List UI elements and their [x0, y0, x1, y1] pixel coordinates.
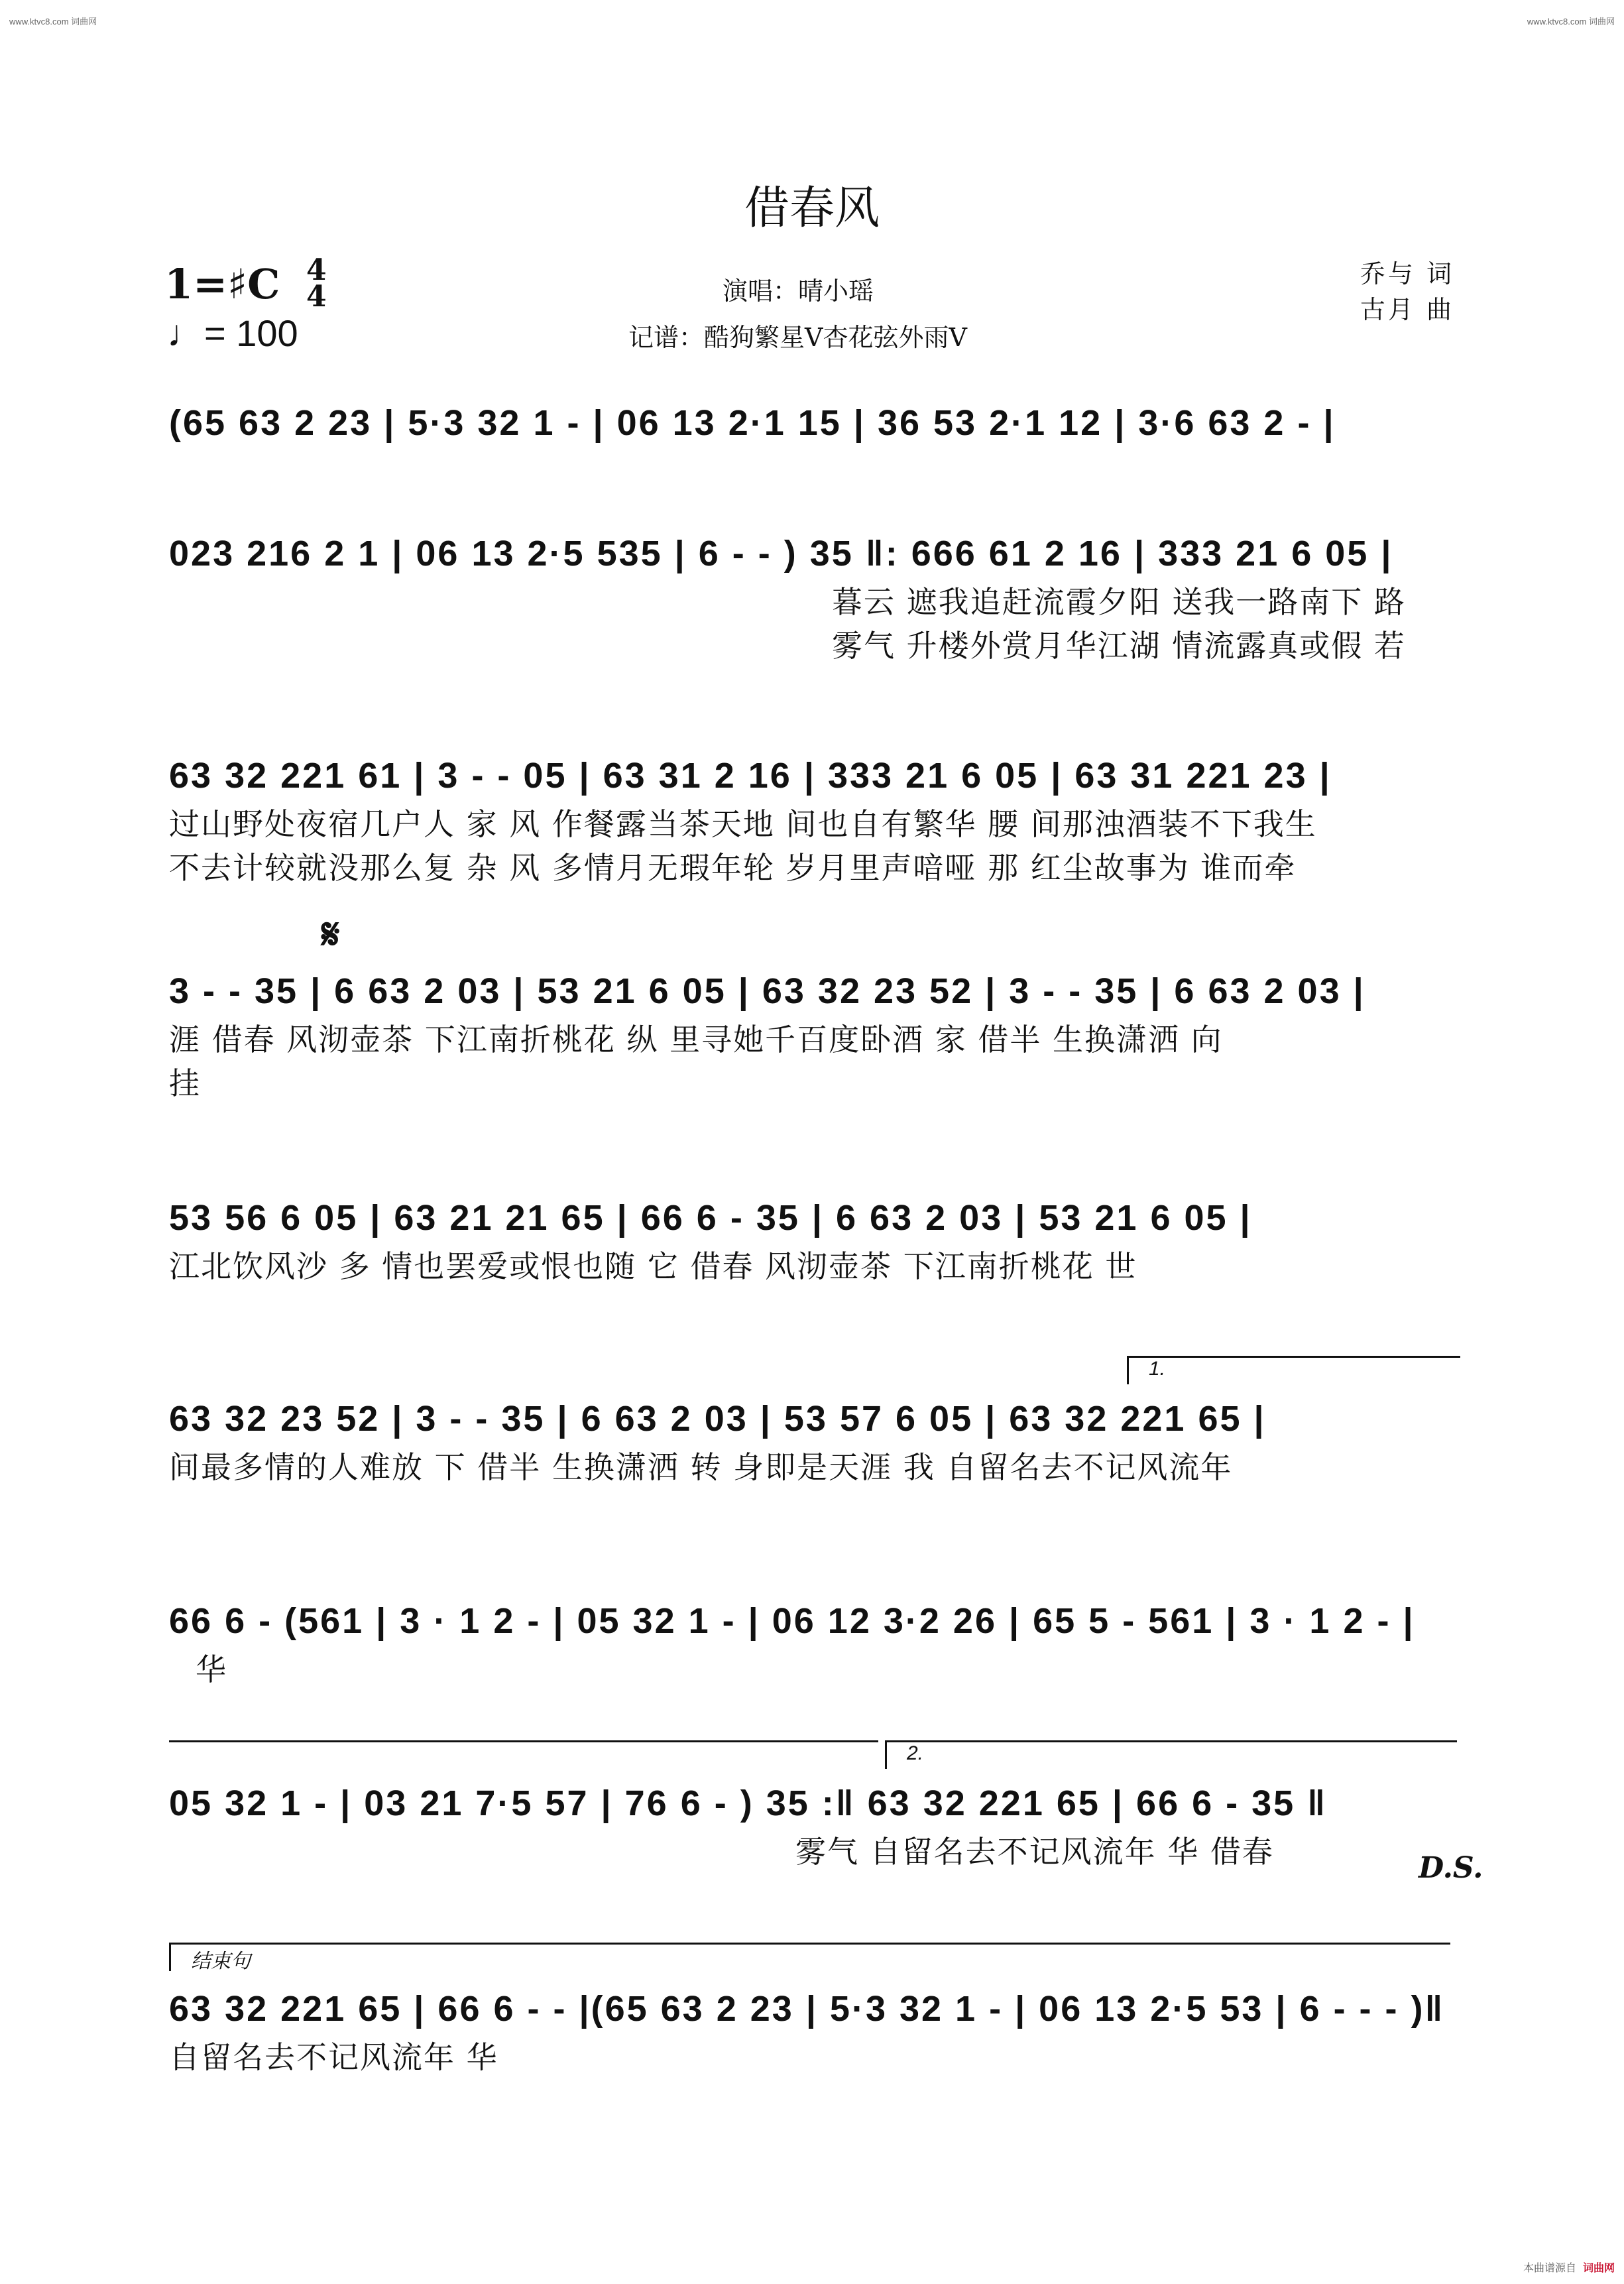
- notation-line: (65 63 2 23 | 5·3 32 1 - | 06 13 2·1 15 | 36 53 2·1 12 | 3·6 63 2 - |: [169, 403, 1336, 443]
- key-signature: 1=♯C: [164, 260, 280, 308]
- volta-bracket-2: [885, 1740, 1457, 1769]
- transcriber-credit: 记谱：酷狗繁星V杏花弦外雨V: [628, 323, 967, 352]
- singer-credit: 演唱：晴小瑶: [723, 276, 874, 306]
- notation-line: 66 6 - (561 | 3 · 1 2 - | 05 32 1 - | 06 12 3·2 26 | 65 5 - 561 | 3 · 1 2 - |: [169, 1601, 1415, 1641]
- score-system-6: [169, 1392, 1462, 1489]
- dal-segno-mark: D.S.: [1419, 1851, 1483, 1885]
- site-mark-right: www.ktvc8.com 词曲网: [1527, 17, 1615, 27]
- time-top: 4: [306, 253, 327, 287]
- time-bottom: 4: [306, 280, 327, 314]
- coda-label: 结束句: [191, 1951, 251, 1972]
- lyricist-credit: 乔与 词: [1360, 259, 1454, 288]
- lyric-verse-2: 不去计较就没那么复 杂 风 多情月无瑕年轮 岁月里声喑哑 那 红尘故事为 谁而牵: [169, 850, 1297, 886]
- score-system-1: [169, 396, 1462, 450]
- notation-line: 023 216 2 1 | 06 13 2·5 535 | 6 - - ) 35 ‖: 666 61 2 16 | 333 21 6 05 |: [169, 534, 1393, 573]
- notation-line: 53 56 6 05 | 63 21 21 65 | 66 6 - 35 | 6 63 2 03 | 53 21 6 05 |: [169, 1198, 1252, 1238]
- notation-line: 3 - - 35 | 6 63 2 03 | 53 21 6 05 | 63 32 23 52 | 3 - - 35 | 6 63 2 03 |: [169, 971, 1365, 1011]
- lyric-verse-1: 自留名去不记风流年 华: [169, 2039, 498, 2075]
- score-system-7: [169, 1594, 1462, 1691]
- lyric-verse-1: 过山野处夜宿几户人 家 风 作餐露当茶天地 间也自有繁华 腰 间那浊酒装不下我生: [169, 806, 1317, 842]
- source-footer-text: 本曲谱源自: [1523, 2263, 1576, 2274]
- notation-line: 05 32 1 - | 03 21 7·5 57 | 76 6 - ) 35 :‖ 63 32 221 65 | 66 6 - 35 ‖: [169, 1783, 1328, 1823]
- lyric-verse-1: 暮云 遮我追赶流霞夕阳 送我一路南下 路: [832, 584, 1406, 620]
- score-system-2: [169, 527, 1462, 668]
- volta-label-2: 2.: [907, 1742, 924, 1764]
- volta-bracket-1: [1127, 1356, 1460, 1384]
- lyric-verse-1: 间最多情的人难放 下 借半 生换潇洒 转 身即是天涯 我 自留名去不记风流年: [169, 1449, 1233, 1485]
- score-system-5: [169, 1191, 1462, 1288]
- coda-bracket: [169, 1943, 1450, 1971]
- site-mark-left: www.ktvc8.com 词曲网: [9, 17, 97, 27]
- score-system-4: [169, 965, 1462, 1105]
- song-title: 借春风: [744, 182, 880, 235]
- notation-line: 63 32 221 61 | 3 - - 05 | 63 31 2 16 | 333 21 6 05 | 63 31 221 23 |: [169, 756, 1332, 796]
- score-system-8: [169, 1777, 1462, 1874]
- source-footer: [1523, 2259, 1615, 2275]
- score-system-9: [169, 1982, 1462, 2079]
- lyric-verse-2: 挂: [169, 1065, 201, 1101]
- segno-sign: 𝄋: [321, 910, 340, 959]
- lyric-verse-1: 雾气 自留名去不记风流年 华 借春: [795, 1834, 1274, 1870]
- volta-label-1: 1.: [1149, 1358, 1166, 1380]
- notation-line: 63 32 221 65 | 66 6 - - |(65 63 2 23 | 5·3 32 1 - | 06 13 2·5 53 | 6 - - - )‖: [169, 1989, 1445, 2029]
- time-signature: [306, 253, 327, 314]
- lyric-verse-1: 涯 借春 风沏壶茶 下江南折桃花 纵 里寻她千百度卧酒 家 借半 生换潇洒 向: [169, 1022, 1223, 1057]
- tempo-marking: ♩= 100: [167, 312, 298, 354]
- notation-line: 63 32 23 52 | 3 - - 35 | 6 63 2 03 | 53 57 6 05 | 63 32 221 65 |: [169, 1399, 1266, 1439]
- site-logo: 词曲网: [1582, 2263, 1615, 2274]
- lyric-verse-2: 雾气 升楼外赏月华江湖 情流露真或假 若: [832, 628, 1406, 664]
- composer-credit: 古月 曲: [1360, 295, 1454, 324]
- score-system-3: [169, 749, 1462, 890]
- lyric-verse-1: 江北饮风沙 多 情也罢爱或恨也随 它 借春 风沏壶茶 下江南折桃花 世: [169, 1248, 1137, 1284]
- volta-1-continuation-line: [169, 1740, 878, 1742]
- lyric-verse-1: 华: [196, 1652, 227, 1687]
